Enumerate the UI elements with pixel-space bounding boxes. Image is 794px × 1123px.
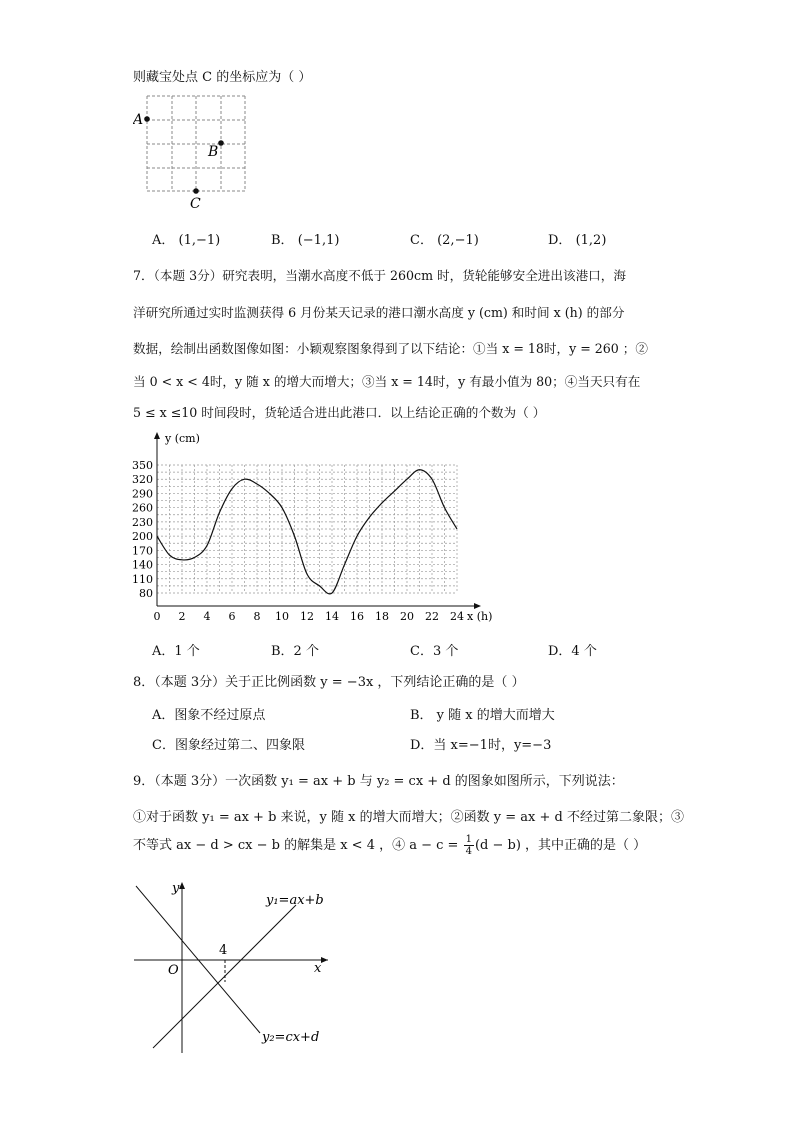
tide-height-curve [157, 470, 457, 594]
y-tick-label: 200 [132, 530, 153, 544]
q9-line-2: ①对于函数 y₁ = ax + b 来说，y 随 x 的增大而增大；②函数 y = ax + d 不经过第二象限；③ [133, 810, 684, 825]
point-b [218, 140, 224, 146]
y-tick-label: 290 [132, 487, 153, 501]
line-y1-label: y₁=ax+b [266, 893, 324, 908]
y-tick-label: 230 [132, 515, 153, 529]
x-axis-arrow-icon [321, 957, 328, 963]
tick-4-label: 4 [219, 943, 228, 958]
grid-lines [147, 96, 245, 191]
x-tick-label: 24 [450, 610, 464, 623]
y-axis-label: y [172, 881, 180, 896]
q6-option-b[interactable]: B． (−1,1) [271, 233, 340, 248]
q9-fraction: $\frac{1}{4}$ [465, 834, 472, 857]
q9-line-3 [133, 834, 646, 857]
y-tick-label: 80 [139, 587, 153, 600]
label-c: C [190, 196, 201, 212]
q8-option-a[interactable]: A．图象不经过原点 [152, 708, 266, 723]
x-tick-label: 2 [178, 610, 186, 623]
y-tick-label: 170 [132, 544, 153, 558]
x-axis-label: x [314, 961, 322, 976]
x-tick-label: 22 [425, 610, 439, 623]
point-a [144, 116, 150, 122]
line-y2-label: y₂=cx+d [262, 1030, 320, 1045]
y-tick-label: 140 [132, 558, 153, 572]
q8-option-d[interactable]: D．当 x=−1时，y=−3 [410, 738, 552, 753]
x-tick-label: 8 [253, 610, 261, 623]
q7-option-d[interactable]: D．4 个 [548, 644, 597, 659]
y-axis-title: y (cm) [165, 432, 200, 445]
q9-line-3-start: 不等式 ax − d > cx − b 的解集是 x < 4 ，④ a − c = [133, 838, 463, 853]
x-tick-label: 20 [400, 610, 414, 623]
x-axis-title: x (h) [467, 610, 493, 623]
q7-line-2: 洋研究所通过实时监测获得 6 月份某天记录的港口潮水高度 y (cm) 和时间 x (h) 的部分 [133, 305, 625, 320]
treasure-grid [133, 88, 263, 213]
label-a: A [133, 112, 144, 128]
q6-option-a[interactable]: A． (1,−1) [152, 233, 221, 248]
origin-label: O [168, 963, 179, 978]
q6-stem: 则藏宝处点 C 的坐标应为（ ） [133, 70, 312, 85]
y-tick-label: 320 [132, 473, 153, 487]
q9-line-3-end: (d − b) ，其中正确的是（ ） [474, 838, 647, 853]
q6-option-c[interactable]: C． (2,−1) [410, 233, 479, 248]
y-axis-arrow-icon [179, 882, 185, 889]
x-tick-label: 4 [203, 610, 211, 623]
q9-line-1: 9．（本题 3分）一次函数 y₁ = ax + b 与 y₂ = cx + d 的图象如图所示，下列说法： [133, 774, 624, 789]
x-tick-label: 10 [275, 610, 289, 623]
x-tick-label: 6 [228, 610, 236, 623]
q7-option-a[interactable]: A．1 个 [152, 644, 200, 659]
linear-functions-graph [128, 878, 348, 1056]
x-tick-label: 0 [153, 610, 161, 623]
q8-option-c[interactable]: C．图象经过第二、四象限 [152, 738, 305, 753]
q7-line-3: 数据，绘制出函数图像如图：小颖观察图象得到了以下结论：①当 x = 18时，y = 260 ；② [133, 341, 648, 356]
x-axis-arrow-icon [474, 603, 481, 609]
y-axis-arrow-icon [154, 432, 160, 439]
q8-option-b[interactable]: B． y 随 x 的增大而增大 [410, 708, 555, 723]
q7-option-b[interactable]: B．2 个 [271, 644, 319, 659]
y-tick-label: 110 [132, 572, 153, 586]
q7-line-1: 7．（本题 3分）研究表明，当潮水高度不低于 260cm 时，货轮能够安全进出该港口，海 [133, 268, 626, 283]
y-tick-label: 350 [132, 459, 153, 472]
y-tick-label: 260 [132, 501, 153, 515]
q7-line-4: 当 0 < x < 4时，y 随 x 的增大而增大；③当 x = 14时，y 有最小值为 80；④当天只有在 [133, 374, 641, 389]
x-tick-label: 18 [375, 610, 389, 623]
q7-option-c[interactable]: C．3 个 [410, 644, 459, 659]
label-b: B [208, 144, 219, 160]
x-tick-label: 12 [300, 610, 314, 623]
q8-stem: 8．（本题 3分）关于正比例函数 y = −3x ，下列结论正确的是（ ） [133, 675, 525, 690]
q6-option-d[interactable]: D． (1,2) [548, 233, 607, 248]
q7-line-5: 5 ≤ x ≤10 时间段时，货轮适合进出此港口．以上结论正确的个数为（ ） [133, 405, 546, 420]
point-c [193, 188, 199, 194]
x-tick-label: 14 [325, 610, 339, 623]
tide-chart [125, 428, 500, 628]
x-tick-label: 16 [350, 610, 364, 623]
